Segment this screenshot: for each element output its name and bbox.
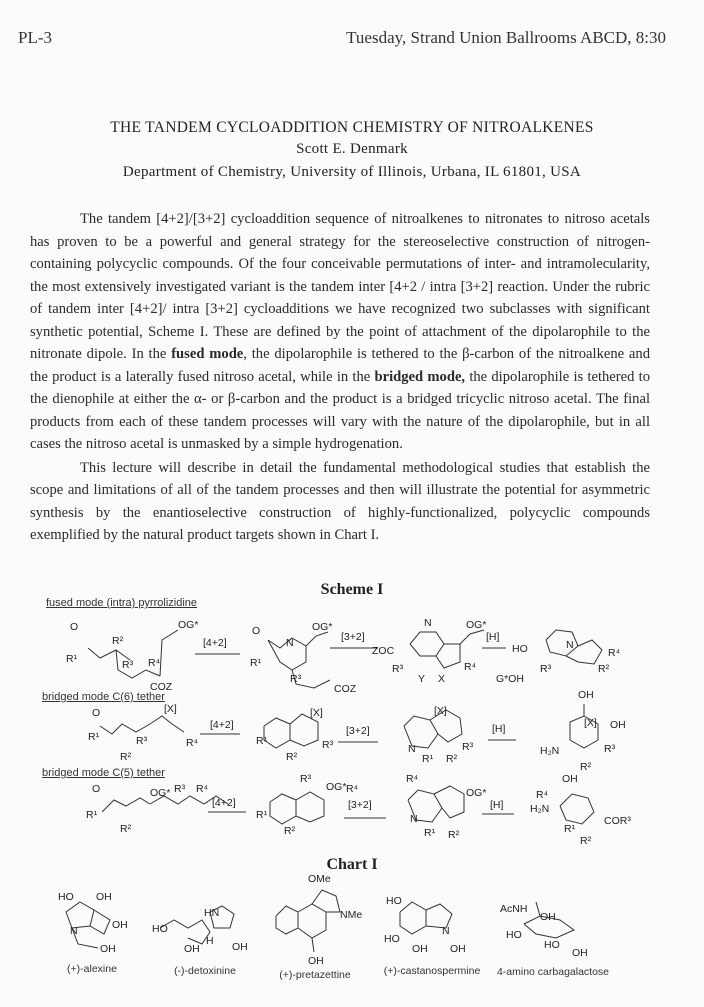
label-goh: G*OH [496, 673, 525, 685]
label-hn: HN [204, 907, 220, 919]
label-r4: R⁴ [536, 789, 549, 801]
label-r4: R⁴ [464, 661, 477, 673]
label-r2: R² [286, 751, 298, 763]
chart-ring [400, 902, 426, 934]
scheme-bond [102, 798, 150, 812]
label-og: OG* [466, 619, 487, 631]
bridged-mode-term: bridged mode, [374, 368, 466, 385]
compound-pretazettine: (+)-pretazettine [279, 969, 351, 981]
scheme-bond [460, 630, 484, 644]
label-r1: R¹ [86, 809, 98, 821]
label-r3: R³ [540, 663, 552, 675]
scheme-bond [100, 724, 150, 734]
label-coz: COZ [150, 681, 173, 693]
label-r2: R² [446, 753, 458, 765]
step-cyclo42: [4+2] [210, 719, 234, 731]
step-cyclo42: [4+2] [203, 637, 227, 649]
label-n: N [286, 637, 294, 649]
label-zoc: ZOC [372, 645, 395, 657]
scheme-ring [560, 794, 594, 824]
label-ho: HO [544, 939, 560, 951]
label-r3: R³ [174, 783, 186, 795]
step-hydro: [H] [492, 723, 506, 735]
chart-ring [298, 904, 326, 938]
author: Scott E. Denmark [296, 141, 408, 157]
label-n: N [424, 617, 432, 629]
label-r3: R³ [136, 735, 148, 747]
label-og: OG* [178, 619, 199, 631]
label-x: [X] [164, 703, 177, 715]
label-x: X [438, 673, 446, 685]
step-cyclo32: [3+2] [341, 631, 365, 643]
label-no2: O [92, 707, 101, 719]
label-n: N [70, 925, 78, 937]
abstract-paragraph-2: This lecture will describe in detail the fundamental methodological studies that establish the scope and limitations of all of the tandem processes and then will illustrate the potential for asymmetric synthesis by the enantioselective construction of highly-functionalized, polycyclic compounds exemplified by the natural product targets shown in Chart I. [30, 459, 650, 543]
label-coz: COZ [334, 683, 357, 695]
label-r1: R¹ [564, 823, 576, 835]
label-r4: R⁴ [148, 657, 161, 669]
compound-alexine: (+)-alexine [67, 963, 117, 975]
session-code: PL-3 [18, 28, 52, 47]
label-oh: OH [96, 891, 112, 903]
label-cor: COR³ [604, 815, 631, 827]
label-r4: R⁴ [406, 773, 419, 785]
label-oh: OH [450, 943, 466, 955]
label-r2: R² [580, 761, 592, 773]
paper-title: THE TANDEM CYCLOADDITION CHEMISTRY OF NITROALKENES [110, 119, 594, 136]
scheme-ring [410, 632, 444, 656]
label-oh: OH [308, 955, 324, 967]
label-r2: R² [120, 823, 132, 835]
label-r3: R³ [392, 663, 404, 675]
scheme-ring [296, 792, 324, 822]
scheme-ring [270, 794, 296, 824]
chart-ring [276, 906, 298, 934]
chart-title: Chart I [326, 856, 378, 873]
label-og: OG* [326, 781, 347, 793]
label-r4: R⁴ [346, 783, 359, 795]
compound-amino-carbagalactose: 4-amino carbagalactose [496, 966, 610, 978]
chart-bond [312, 938, 314, 952]
label-og: OG* [466, 787, 487, 799]
label-og: OG* [312, 621, 333, 633]
label-ho: HO [152, 923, 168, 935]
label-og: OG* [150, 787, 171, 799]
label-r3: R³ [290, 673, 302, 685]
scheme-bond [306, 632, 328, 646]
scheme-ring [264, 718, 290, 748]
label-oh: OH [100, 943, 116, 955]
label-r2: R² [112, 635, 124, 647]
label-r2: R² [120, 751, 132, 763]
mode-label-bridged-c5: bridged mode C(5) tether [42, 767, 165, 779]
label-nme: NMe [340, 909, 363, 921]
label-oh: OH [562, 773, 578, 785]
chart-diagram [0, 872, 704, 972]
compound-detoxinine: (-)-detoxinine [174, 965, 236, 977]
scheme-bond [160, 630, 178, 676]
label-r1: R¹ [66, 653, 78, 665]
label-r1: R¹ [256, 735, 268, 747]
abstract-paragraph-1 [30, 208, 650, 456]
label-ho: HO [384, 933, 400, 945]
label-r4: R⁴ [608, 647, 621, 659]
label-oh: OH [412, 943, 428, 955]
label-oh: OH [112, 919, 128, 931]
step-hydro: [H] [490, 799, 504, 811]
label-achn: AcNH [500, 903, 528, 915]
label-r3: R³ [122, 659, 134, 671]
label-r2: R² [448, 829, 460, 841]
label-x: [X] [584, 717, 597, 729]
label-h2n: H₂N [530, 803, 550, 815]
label-ho: HO [512, 643, 528, 655]
label-ho: HO [58, 891, 74, 903]
label-oh: OH [540, 911, 556, 923]
label-no2: O [70, 621, 79, 633]
label-r1: R¹ [422, 753, 434, 765]
scheme-ring [436, 644, 460, 668]
label-oh: OH [232, 941, 248, 953]
abstract-body [30, 208, 650, 547]
scheme-diagram [0, 600, 704, 850]
compound-castanospermine: (+)-castanospermine [383, 965, 481, 977]
chart-ring [312, 890, 340, 912]
step-cyclo42: [4+2] [212, 797, 236, 809]
label-r3: R³ [300, 773, 312, 785]
label-n: N [410, 813, 418, 825]
session-info: Tuesday, Strand Union Ballrooms ABCD, 8:30 [346, 28, 666, 47]
label-x: [X] [434, 705, 447, 717]
label-r2: R² [580, 835, 592, 847]
paragraph-text: the dipolarophile is tethered to the dienophile at either the α- or β-carbon and the product is a bridged tricyclic nitroso acetal. The final products from each of these tandem processes will vary with the nature of the dipolarophile, but in all cases the nitroso acetal is unmasked by a simple hydrogenation. [30, 368, 650, 452]
label-r4: R⁴ [196, 783, 209, 795]
label-no2: O [92, 783, 101, 795]
label-r2: R² [598, 663, 610, 675]
step-cyclo32: [3+2] [348, 799, 372, 811]
scheme-title: Scheme I [320, 581, 384, 598]
scheme-bond [150, 716, 184, 732]
step-cyclo32: [3+2] [346, 725, 370, 737]
mode-label-fused: fused mode (intra) pyrrolizidine [46, 597, 198, 609]
label-oh: OH [578, 689, 594, 701]
label-r1: R¹ [88, 731, 100, 743]
paragraph-text: , the dipolarophile is tethered to the β-carbon of the nitroalkene and the product is a laterally fused nitroso acetal, while in the [30, 346, 650, 385]
affiliation: Department of Chemistry, University of Illinois, Urbana, IL 61801, USA [122, 164, 582, 180]
label-r3: R³ [462, 741, 474, 753]
label-n: N [408, 743, 416, 755]
label-h: H [206, 935, 214, 947]
label-r1: R¹ [256, 809, 268, 821]
label-n: N [566, 639, 574, 651]
label-x: [X] [310, 707, 323, 719]
label-r3: R³ [322, 739, 334, 751]
label-r1: R¹ [424, 827, 436, 839]
label-oh: OH [184, 943, 200, 955]
fused-mode-term: fused mode [171, 346, 244, 362]
step-hydro: [H] [486, 631, 500, 643]
label-oh: OH [610, 719, 626, 731]
mode-label-bridged-c6: bridged mode C(6) tether [42, 691, 165, 703]
label-oh: OH [572, 947, 588, 959]
label-r4: R⁴ [186, 737, 199, 749]
label-ho: HO [506, 929, 522, 941]
label-r1: R¹ [250, 657, 262, 669]
label-y: Y [418, 673, 426, 685]
label-ome: OMe [308, 873, 331, 885]
label-n: N [442, 925, 450, 937]
label-h2n: H₂N [540, 745, 560, 757]
paragraph-text: The tandem [4+2]/[3+2] cycloaddition sequence of nitroalkenes to nitronates to nitroso acetals has proven to be a powerful and general strategy for the stereoselective construction of nitrogen-containing polycyclic compounds. Of the four conceivable permutations of inter- and intramolecularity, the most extensively investigated variant is the tandem inter [4+2 / intra [3+2] reaction. Under the rubric of tandem inter [4+2]/ intra [3+2] cycloadditions we have recognized two subclasses with significant synthetic potential, Scheme I. These are defined by the point of attachment of the dipolarophile to the nitronate dipole. In the [30, 211, 650, 362]
label-r3: R³ [604, 743, 616, 755]
label-ho: HO [386, 895, 402, 907]
label-r2: R² [284, 825, 296, 837]
label-o: O [252, 625, 261, 637]
